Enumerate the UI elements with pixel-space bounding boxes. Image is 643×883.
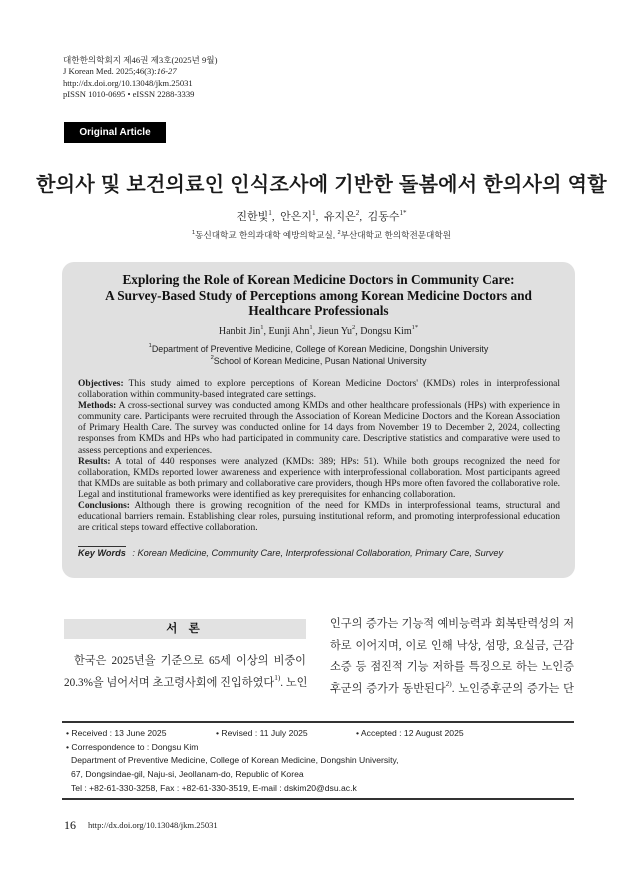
body-left-column	[64, 651, 306, 694]
author-affil-ref: 1	[260, 324, 264, 332]
body-line: 하로 이어지며, 이로 인해 낙상, 섬망, 요실금, 근감	[330, 639, 574, 652]
affiliation-line	[62, 344, 575, 356]
journal-issue: 대한한의학회지 제46권 제3호(2025년 9월)	[63, 55, 218, 65]
english-authors: Hanbit Jin$^1$, Eunji Ahn$^1$, Jieun Yu$^2$, Dongsu Kim$^{1*}$	[218, 324, 419, 337]
body-text: 20.3%을 넘어서며 초고령사회에 진입하였다	[64, 676, 275, 689]
body-line	[330, 679, 574, 701]
affil-ref: 1	[192, 229, 196, 236]
footer-doi-link[interactable]: http://dx.doi.org/10.13048/jkm.25031	[88, 820, 218, 830]
contact-line: Tel : +82-61-330-3258, Fax : +82-61-330-3519, E-mail : dskim20@dsu.ac.k	[71, 782, 357, 793]
korean-title: 한의사 및 보건의료인 인식조사에 기반한 돌봄에서 한의사의 역할	[36, 174, 607, 196]
affil-ref: 2	[210, 354, 214, 361]
revised-date: • Revised : 11 July 2025	[216, 728, 308, 738]
citation-ref[interactable]: 2)	[445, 680, 452, 689]
section-label: Conclusions:	[78, 501, 130, 512]
author-affil-ref: 1	[309, 324, 313, 332]
journal-citation	[63, 66, 217, 77]
keywords-list: : Korean Medicine, Community Care, Interprofessional Collaboration, Primary Care, Survey	[129, 548, 504, 558]
body-text: 후군의 증가가 동반된다	[330, 682, 446, 695]
journal-doi-link[interactable]: http://dx.doi.org/10.13048/jkm.25031	[63, 77, 193, 88]
abstract-objectives	[78, 379, 560, 401]
divider-bottom	[62, 798, 574, 800]
english-affiliations	[62, 344, 575, 367]
author-name: Hanbit Jin	[218, 326, 261, 337]
received-date: • Received : 13 June 2025	[66, 728, 167, 738]
abstract-methods	[78, 401, 560, 456]
body-line: 인구의 증가는 기능적 예비능력과 회복탄력성의 저	[330, 618, 574, 630]
affil-ref: 1	[148, 343, 152, 350]
keywords	[78, 548, 560, 558]
body-text: . 노인	[280, 676, 308, 689]
correspondence: • Correspondence to : Dongsu Kim	[66, 741, 199, 752]
author-name: 안은지	[280, 211, 313, 223]
address-line: Department of Preventive Medicine, College of Korean Medicine, Dongshin University,	[71, 755, 399, 766]
body-right-column	[330, 614, 574, 700]
author-affil-ref: 2	[355, 208, 360, 217]
author-affil-ref: 1	[312, 208, 316, 217]
author-affil-ref: 1	[268, 208, 272, 217]
abstract-results	[78, 457, 560, 501]
affiliation: 동신대학교 한의과대학 예방의학교실,	[195, 230, 338, 240]
section-label: Objectives:	[78, 379, 124, 389]
article-dates	[66, 727, 571, 741]
accepted-date: • Accepted : 12 August 2025	[356, 728, 464, 738]
title-line: Exploring the Role of Korean Medicine Doctors in Community Care:	[122, 272, 515, 287]
section-heading-introduction: 서 론	[64, 619, 306, 639]
article-type-badge: Original Article	[64, 122, 166, 143]
section-text: A total of 440 responses were analyzed (KMDs: 389; HPs: 51). While both groups recognized the need for collaboration, KMDs reported lower awareness and experience with interprofessional collaboration. Most participants agreed that KMDs are suitable as both primary and collaborative care providers, though HPs more often favored the collaborative role. Legal and institutional frameworks were identified as key prerequisites for enhancing collaboration.	[78, 456, 560, 500]
body-line: 한국은 2025년을 기준으로 65세 이상의 비중이	[74, 655, 306, 667]
abstract-box	[62, 262, 575, 578]
author-name: 진한빛	[236, 211, 269, 223]
author-affil-ref: 2	[351, 324, 356, 332]
journal-issn: pISSN 1010-0695 • eISSN 2288-3339	[63, 89, 195, 100]
author-name: 김동수	[367, 211, 400, 223]
author-name: 유지은	[323, 211, 356, 223]
divider-top	[62, 721, 574, 723]
korean-affiliations	[0, 229, 643, 241]
section-text: A cross-sectional survey was conducted among KMDs and other healthcare professionals (HPs) with experience in community care. Participants were recruited through the Association of Korean Medicine Doctors and the Korean Association of Primary Health Care. The survey was conducted online for 14 days from November 19 to December 2, 2024, collecting responses from KMDs and HPs who had participated in community care. Descriptive statistics and comparative were used to assess perceptions and experiences.	[78, 401, 560, 456]
affiliation-line	[62, 356, 575, 368]
affiliation: School of Korean Medicine, Pusan National University	[213, 355, 427, 366]
abstract-body	[78, 379, 560, 534]
keywords-label: Key Words	[78, 548, 126, 558]
abstract-conclusions	[78, 501, 560, 534]
affil-ref: 2	[337, 229, 341, 236]
citation-pages: 16-27	[156, 66, 177, 77]
body-text: . 노인증후군의 증가는 단	[451, 682, 574, 695]
author-name: Dongsu Kim	[360, 326, 412, 337]
title-line: A Survey-Based Study of Perceptions among Korean Medicine Doctors and	[105, 287, 532, 303]
author-name: Jieun Yu	[317, 326, 352, 337]
article-info	[66, 727, 571, 796]
body-line	[64, 673, 306, 695]
citation-ref[interactable]: 1)	[274, 674, 281, 683]
section-label: Methods:	[78, 401, 117, 412]
affiliation: 부산대학교 한의학전문대학원	[340, 230, 451, 240]
author-affil-ref: 1*	[411, 324, 419, 332]
citation-prefix: J Korean Med. 2025;46(3):	[63, 66, 157, 77]
title-line: Healthcare Professionals	[248, 303, 389, 318]
page-number: 16	[64, 818, 76, 832]
author-affil-ref: 1*	[399, 208, 407, 217]
section-text: Although there is growing recognition of the need for KMDs in interprofessional teams, structural and educational barriers remain. Establishing clear roles, pursuing institutional reform, and promoting interprofessional education are critical steps toward effective collaboration.	[78, 501, 560, 534]
affiliation: Department of Preventive Medicine, College of Korean Medicine, Dongshin University	[151, 344, 489, 354]
body-line: 소증 등 점진적 기능 저하를 특징으로 하는 노인증	[330, 661, 574, 673]
address-line: 67, Dongsindae-gil, Naju-si, Jeollanam-do, Republic of Korea	[71, 769, 304, 780]
english-title	[62, 272, 575, 319]
author-name: Eunji Ahn	[268, 326, 310, 337]
korean-authors: 진한빛$^1$, 안은지$^1$, 유지은$^2$, 김동수$^{1*}$	[236, 208, 407, 223]
journal-info	[63, 55, 217, 101]
section-label: Results:	[78, 456, 111, 467]
section-text: This study aimed to explore perceptions of Korean Medicine Doctors' (KMDs) roles in interprofessional collaboration within community-based integrated care settings.	[78, 379, 560, 401]
